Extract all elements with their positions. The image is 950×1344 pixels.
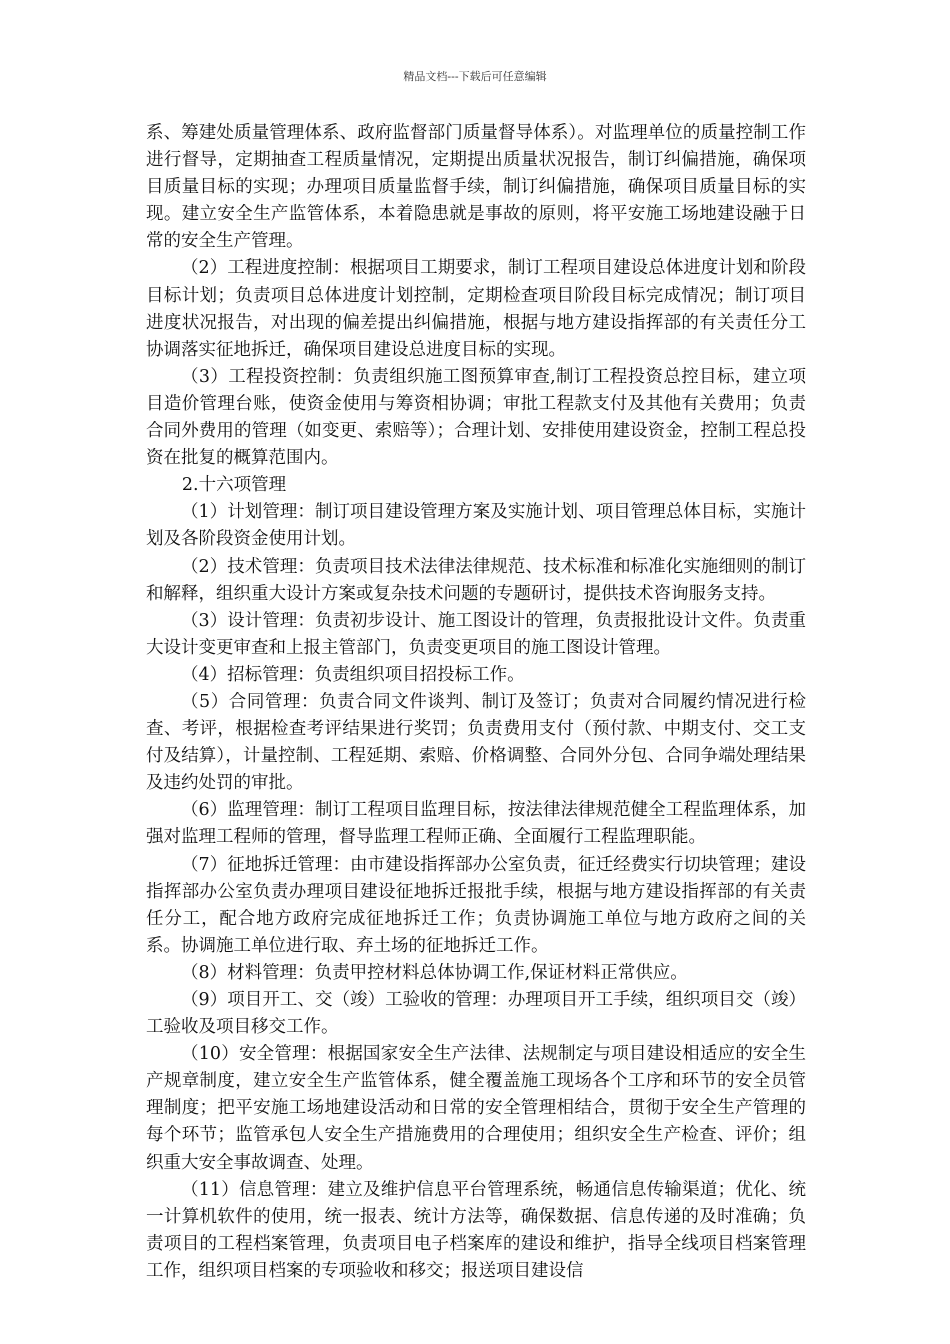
paragraph-investment-control: （3）工程投资控制：负责组织施工图预算审查,制订工程投资总控目标，建立项目造价管理台账，使资金使用与筹资相协调；审批工程款支付及其他有关费用；负责合同外费用的管理（如变更、索赔等）；合理计划、安排使用建设资金，控制工程总投资在批复的概算范围内。 <box>146 366 806 469</box>
paragraph-design-management: （3）设计管理：负责初步设计、施工图设计的管理，负责报批设计文件。负责重大设计变更审查和上报主管部门，负责变更项目的施工图设计管理。 <box>146 610 806 658</box>
paragraph-bidding-management: （4）招标管理：负责组织项目招投标工作。 <box>181 664 525 685</box>
paragraph-tech-management: （2）技术管理：负责项目技术法律法律规范、技术标准和标准化实施细则的制订和解释，组织重大设计方案或复杂技术问题的专题研讨，提供技术咨询服务支持。 <box>146 556 806 604</box>
document-body <box>146 120 806 1285</box>
paragraph-land-acquisition: （7）征地拆迁管理：由市建设指挥部办公室负责，征迁经费实行切块管理；建设指挥部办公室负责办理项目建设征地拆迁报批手续，根据与地方建设指挥部的有关责任分工，配合地方政府完成征地拆迁工作；负责协调施工单位与地方政府之间的关系。协调施工单位进行取、弃土场的征地拆迁工作。 <box>146 854 806 956</box>
section-heading: 2.十六项管理 <box>181 475 287 496</box>
paragraph-supervision-management: （6）监理管理：制订工程项目监理目标，按法律法律规范健全工程监理体系，加强对监理工程师的管理，督导监理工程师正确、全面履行工程监理职能。 <box>146 800 806 848</box>
paragraph-info-management: （11）信息管理：建立及维护信息平台管理系统，畅通信息传输渠道；优化、统一计算机软件的使用，统一报表、统计方法等，确保数据、信息传递的及时准确；负责项目的工程档案管理，负责项目电子档案库的建设和维护，指导全线项目档案管理工作，组织项目档案的专项验收和移交；报送项目建设信 <box>146 1179 806 1281</box>
paragraph-acceptance-management: （9）项目开工、交（竣）工验收的管理：办理项目开工手续，组织项目交（竣）工验收及项目移交工作。 <box>146 990 806 1038</box>
paragraph-safety-management: （10）安全管理：根据国家安全生产法律、法规制定与项目建设相适应的安全生产规章制度，建立安全生产监管体系，健全覆盖施工现场各个工序和环节的安全员管理制度；把平安施工场地建设活动和日常的安全管理相结合，贯彻于安全生产管理的每个环节；监管承包人安全生产措施费用的合理使用；组织安全生产检查、评价；组织重大安全事故调查、处理。 <box>146 1044 806 1173</box>
paragraph-progress-control: （2）工程进度控制：根据项目工期要求，制订工程项目建设总体进度计划和阶段目标计划；负责项目总体进度计划控制，定期检查项目阶段目标完成情况；制订项目进度状况报告，对出现的偏差提出纠偏措施，根据与地方建设指挥部的有关责任分工协调落实征地拆迁，确保项目建设总进度目标的实现。 <box>146 258 806 360</box>
paragraph-material-management: （8）材料管理：负责甲控材料总体协调工作,保证材料正常供应。 <box>181 962 688 983</box>
paragraph-continued: 系、筹建处质量管理体系、政府监督部门质量督导体系）。对监理单位的质量控制工作进行督导，定期抽查工程质量情况，定期提出质量状况报告，制订纠偏措施，确保项目质量目标的实现；办理项目质量监督手续，制订纠偏措施，确保项目质量目标的实现。建立安全生产监管体系，本着隐患就是事故的原则，将平安施工场地建设融于日常的安全生产管理。 <box>146 123 806 252</box>
page-header: 精品文档---下载后可任意编辑 <box>403 70 547 83</box>
paragraph-contract-management: （5）合同管理：负责合同文件谈判、制订及签订；负责对合同履约情况进行检查、考评，根据检查考评结果进行奖罚；负责费用支付（预付款、中期支付、交工支付及结算），计量控制、工程延期、索赔、价格调整、合同外分包、合同争端处理结果及违约处罚的审批。 <box>146 691 806 794</box>
paragraph-plan-management: （1）计划管理：制订项目建设管理方案及实施计划、项目管理总体目标，实施计划及各阶段资金使用计划。 <box>146 502 806 550</box>
